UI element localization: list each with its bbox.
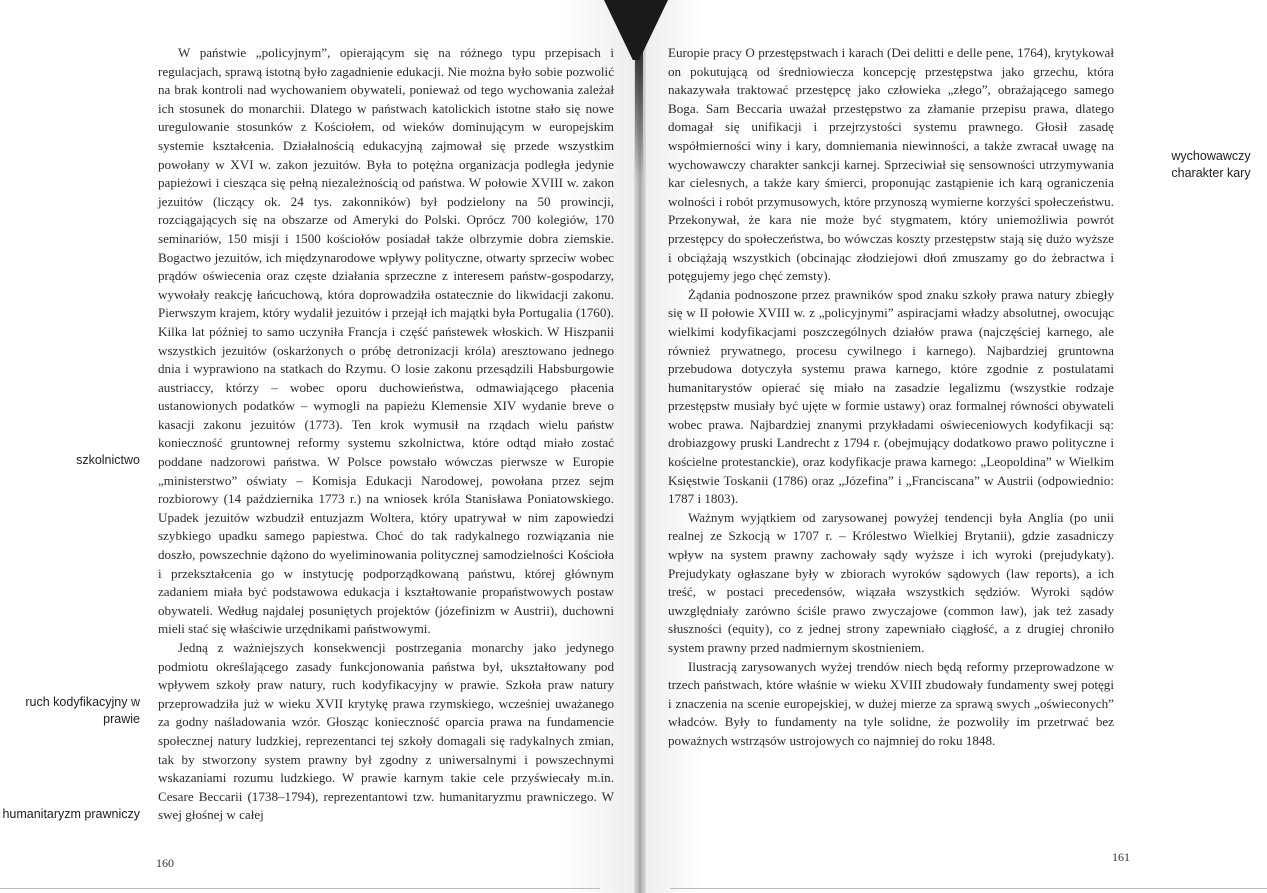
- paragraph: Jedną z ważniejszych konsekwencji postrzegania monarchy jako jedynego podmiotu określającego zasady funkcjonowania państwa był, ukształtowany pod wpływem szkoły praw natury, ruch kodyfikacyjny w prawie. Szkoła praw natury przeprowadziła już w wieku XVII krytykę prawa rzymskiego, wcześniej uważanego za godny naśladowania wzór. Głosząc konieczność oparcia prawa na fundamencie społecznej natury ludzkiej, reprezentanci tej szkoły domagali się radykalnych zmian, tak by stworzony system prawny był zgodny z uniwersalnymi i powszechnymi wskazaniami rozumu ludzkiego. W prawie karnym takie cele przyświecały m.in. Cesare Beccarii (1738–1794), reprezentantowi tzw. humanitaryzmu prawniczego. W swej głośnej w całej: [158, 640, 614, 823]
- margin-note-szkolnictwo: szkolnictwo: [76, 453, 140, 467]
- bottom-rule-right: [670, 888, 1267, 889]
- page-number-right: 161: [1112, 850, 1130, 864]
- paragraph: Europie pracy O przestępstwach i karach (Dei delitti e delle pene, 1764), krytykował on pokutującą od średniowiecza koncepcję przestępstwa jako grzechu, która nakazywała traktować przestępcę jako człowieka „złego”, obrażającego samego Boga. Sam Beccaria uważał przestępstwo za złamanie przepisu prawa, dlatego domagał się unifikacji i przejrzystości systemu prawnego. Głosił zasadę współmierności winy i kary, domniemania niewinności, a także zwracał uwagę na wychowawczy charakter sankcji karnej. Sprzeciwiał się sensowności utrzymywania kar cielesnych, a także kary śmierci, proponując zastąpienie ich karą ograniczenia wolności i robót przymusowych, które przynoszą wymierne korzyści społeczeństwu. Przekonywał, że kara nie może być stygmatem, który uniemożliwia powrót przestępcy do społeczeństwa, bo wówczas koszty przestępstw stają się dużo wyższe i obciążają wszystkich (obcinając złodziejowi dłoń zmuszamy go do żebractwa i potęgujemy jego chęć zemsty).: [668, 45, 1114, 284]
- margin-note-humanitaryzm: humanitaryzm prawniczy: [2, 807, 140, 821]
- right-page: [640, 0, 1267, 893]
- spine-shadow: [635, 30, 643, 180]
- page-number-left: 160: [156, 856, 174, 870]
- bottom-rule-left: [0, 888, 600, 889]
- margin-note-wychowawczy-charakter-kary: wychowawczy charakter kary: [1171, 149, 1251, 180]
- paragraph: W państwie „policyjnym”, opierającym się na różnego typu przepisach i regulacjach, sprawą istotną było zagadnienie edukacji. Nie można było sobie pozwolić na brak kontroli nad wychowaniem obywateli, ponieważ od tego wychowania zależał ich stosunek do monarchii. Dlatego w państwach katolickich istotne stało się nowe uregulowanie stosunków z Kościołem, od wieków dominującym w europejskim systemie kształcenia. Działalnością edukacyjną zajmował się przede wszystkim powołany w XVI w. zakon jezuitów. Była to potężna organizacja podległa jedynie papieżowi i ciesząca się pełną niezależnością od państwa. W połowie XVIII w. zakon jezuitów (liczący ok. 24 tys. zakonników) był podzielony na 50 prowincji, rozciągających się na obszarze od Ameryki do Polski. Oprócz 700 kolegiów, 170 seminariów, 150 misji i 1500 kościołów posiadał także olbrzymie dobra ziemskie. Bogactwo jezuitów, ich międzynarodowe wpływy polityczne, otwarty sprzeciw wobec prądów oświecenia oraz częste działania sprzeczne z interesem państw-gospodarzy, wywołały reakcję łańcuchową, która doprowadziła ostatecznie do likwidacji zakonu. Pierwszym krajem, który wydalił jezuitów i przejął ich majątki była Portugalia (1760). Kilka lat później to samo uczyniła Francja i część państewek włoskich. W Hiszpanii wszystkich jezuitów (oskarżonych o próbę detronizacji króla) aresztowano jednego dnia i wyprawiono na statkach do Rzymu. O losie zakonu przesądzili Habsburgowie austriaccy, którzy – wobec oporu duchowieństwa, odmawiającego płacenia ustanowionych podatków – wymogli na papieżu Klemensie XIV wydanie breve o kasacji zakonu jezuitów (1773). Ten krok wymusił na rządach wielu państw konieczność gruntownej reformy systemu szkolnictwa, które odtąd miało zostać poddane nadzorowi państwa. W Polsce powstało wówczas pierwsze w Europie „ministerstwo” oświaty – Komisja Edukacji Narodowej, powołana przez sejm rozbiorowy (14 października 1773 r.) na wniosek króla Stanisława Poniatowskiego. Upadek jezuitów wzbudził entuzjazm Woltera, który upatrywał w nim zapowiedzi szybkiego upadku samego papiestwa. Choć do tak radykalnego rozwiązania nie doszło, powszechnie dążono do wyeliminowania politycznej samodzielności Kościoła i przekształcenia go w instytucję podporządkowaną państwu, której głównym zadaniem miała być podstawowa edukacja i kształtowanie propaństwowych postaw obywateli. Według najdalej posuniętych projektów (józefinizm w Austrii), duchowni mieli stać się właściwie urzędnikami państwowymi.: [158, 45, 614, 637]
- right-page-text: [668, 44, 1114, 751]
- left-page-text: [158, 44, 614, 825]
- margin-note-ruch-kodyfikacyjny: ruch kodyfikacyjny w prawie: [25, 695, 140, 726]
- paragraph: Ważnym wyjątkiem od zarysowanej powyżej tendencji była Anglia (po unii realnej ze Szkocją w 1707 r. – Królestwo Wielkiej Brytanii), gdzie zasadniczy wpływ na system prawny zachowały sądy wyższe i ich wyroki (prejudykaty). Prejudykaty ogłaszane były w zbiorach wyroków sądowych (law reports), a ich treść, w postaci precedensów, wiązała wszystkich sędziów. Wyroki sądów uwzględniały zarówno ściśle prawo zwyczajowe (common law), jak też zasady słuszności (equity), co z jednej strony zapewniało ciągłość, a z drugiej chroniło system prawny przed nadmiernym skostnieniem.: [668, 509, 1114, 655]
- paragraph: Ilustracją zarysowanych wyżej trendów niech będą reformy przeprowadzone w trzech państwach, które właśnie w wieku XVIII zbudowały fundamenty swej potęgi i znaczenia na scenie europejskiej, w dużej mierze za sprawą swych „oświeconych” władców. Były to fundamenty na tyle solidne, że pozwoliły im przetrwać bez poważnych wstrząsów ustrojowych co najmniej do roku 1848.: [668, 658, 1114, 748]
- paragraph: Żądania podnoszone przez prawników spod znaku szkoły prawa natury zbiegły się w II połowie XVIII w. z „policyjnymi” aspiracjami władzy absolutnej, owocując wielkimi kodyfikacjami poszczególnych działów prawa (najczęściej karnego, ale również prywatnego, procesu cywilnego i karnego). Najbardziej gruntowna przebudowa dotyczyła systemu prawa karnego, które zgodnie z postulatami humanitarystów opierać się miało na zasadzie legalizmu (wszystkie rodzaje przestępstw musiały być ujęte w formie ustawy) oraz formalnej równości obywateli wobec prawa. Najbardziej znanymi przykładami oświeceniowych kodyfikacji są: drobiazgowy pruski Landrecht z 1794 r. (obejmujący dodatkowo prawo polityczne i kościelne protestanckie), oraz kodyfikacje prawa karnego: „Leopoldina” w Wielkim Księstwie Toskanii (1786) oraz „Józefina” i „Franciscana” w Austrii (odpowiednio: 1787 i 1803).: [668, 286, 1114, 507]
